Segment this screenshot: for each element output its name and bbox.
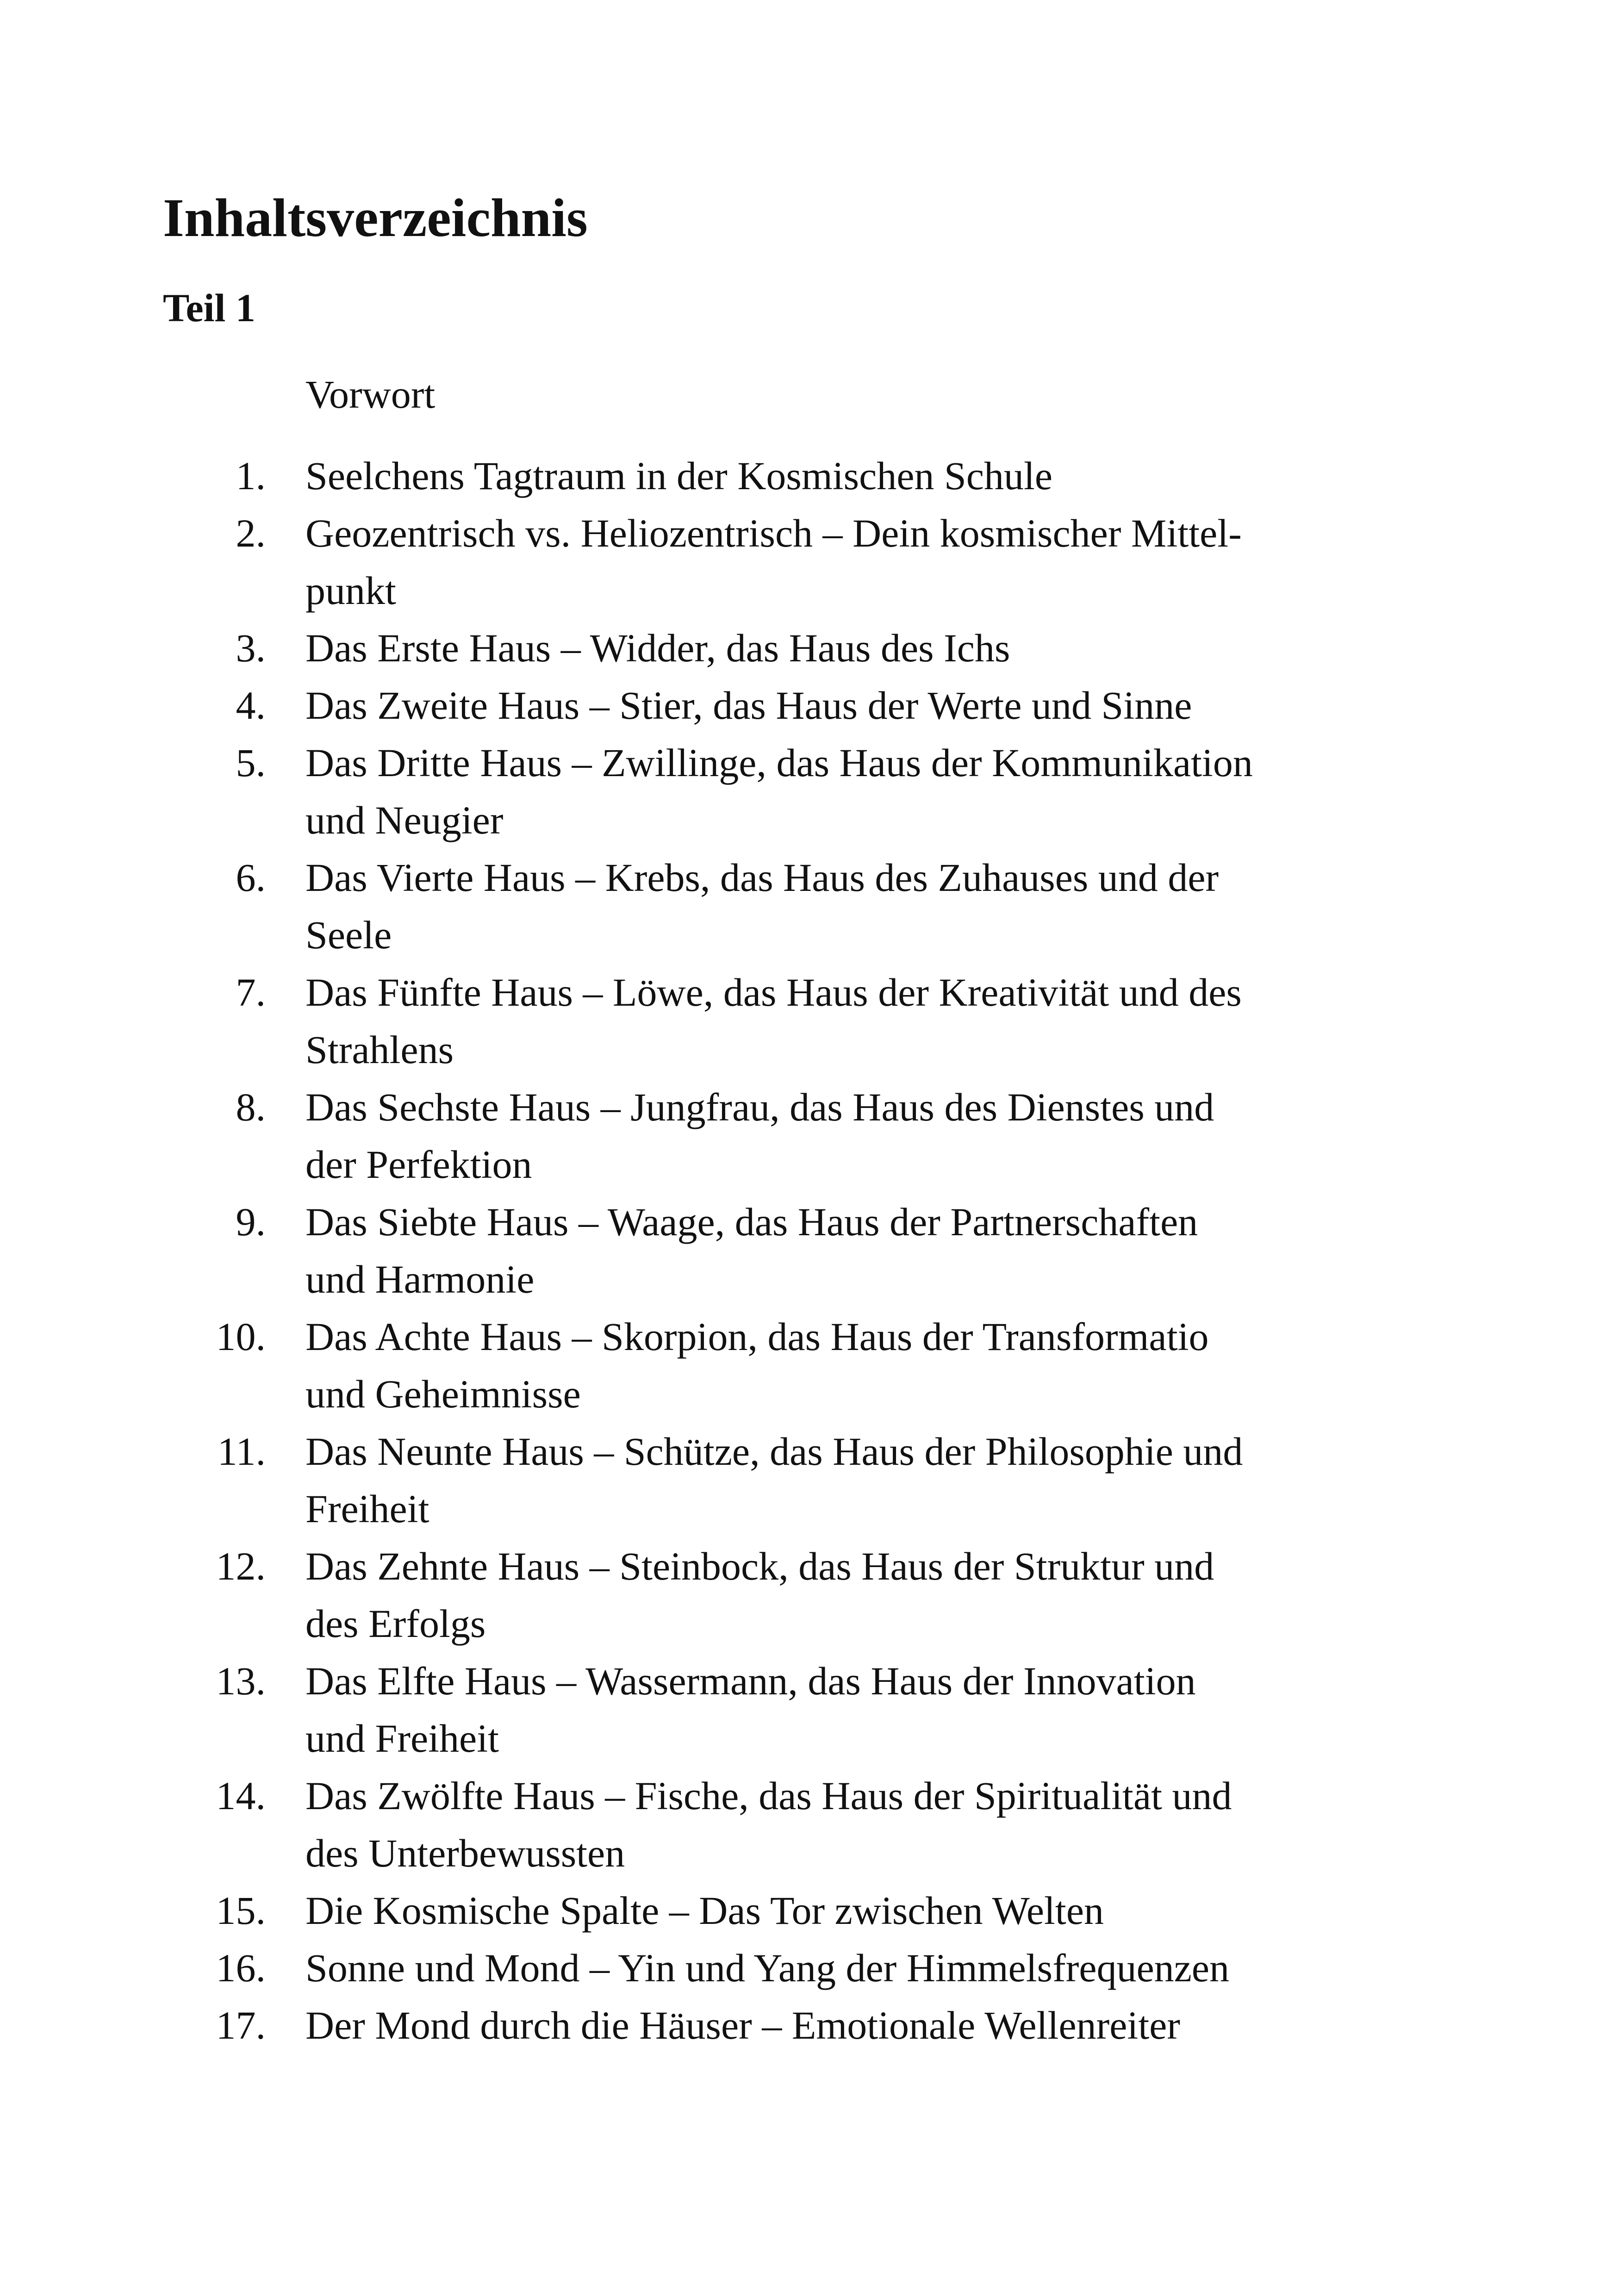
toc-entry-number: 8. [236,1085,266,1129]
toc-entry-title-line: und Geheimnisse [305,1372,581,1416]
toc-entry [163,734,1459,849]
toc-entry [163,447,1459,504]
page-title: Inhaltsverzeichnis [163,187,588,248]
toc-entry [163,1537,1459,1652]
toc-entry-title-line: Freiheit [305,1487,429,1531]
toc-entry [163,504,1459,619]
toc-entry [163,1423,1459,1537]
toc-entry-title-line: des Unterbewussten [305,1831,625,1875]
toc-entry [163,1078,1459,1193]
table-of-contents [163,366,1459,2054]
toc-entry-title-line: Das Erste Haus – Widder, das Haus des Ichs [305,626,1010,670]
toc-entry-number: 4. [236,683,266,728]
toc-entry-title-line: Das Neunte Haus – Schütze, das Haus der Philosophie und [305,1429,1243,1474]
toc-entry-title-line: Vorwort [305,372,436,417]
toc-entry-title-line: Geozentrisch vs. Heliozentrisch – Dein kosmischer Mittel- [305,511,1242,555]
toc-entry [163,1939,1459,1997]
toc-entry-title-line: Das Zwölfte Haus – Fische, das Haus der Spiritualität und [305,1773,1232,1818]
toc-entry-number: 14. [216,1773,266,1818]
toc-entry-title-line: Das Sechste Haus – Jungfrau, das Haus des Dienstes und [305,1085,1214,1129]
toc-entry-title-line: punkt [305,568,396,613]
toc-entry-title-line: Das Siebte Haus – Waage, das Haus der Partnerschaften [305,1200,1198,1244]
toc-entry-title-line: Strahlens [305,1027,454,1072]
toc-entry-title-line: Das Zehnte Haus – Steinbock, das Haus der Struktur und [305,1544,1214,1588]
toc-entry-number: 11. [217,1429,266,1474]
toc-entry-number: 9. [236,1200,266,1244]
toc-entry-number: 15. [216,1888,266,1933]
toc-entry-number: 7. [236,970,266,1014]
toc-entry-number: 10. [216,1314,266,1359]
toc-entry [163,619,1459,677]
toc-entry [163,1308,1459,1423]
toc-entry-title-line: und Freiheit [305,1716,499,1761]
toc-entry-number: 17. [216,2003,266,2047]
toc-entry-title-line: Das Vierte Haus – Krebs, das Haus des Zuhauses und der [305,855,1219,900]
part-heading: Teil 1 [163,286,255,330]
toc-entry-number: 5. [236,740,266,785]
toc-entry-title-line: Das Dritte Haus – Zwillinge, das Haus der Kommunikation [305,740,1253,785]
toc-entry-title-line: Das Zweite Haus – Stier, das Haus der Werte und Sinne [305,683,1192,728]
toc-entry-title-line: Seelchens Tagtraum in der Kosmischen Schule [305,454,1053,498]
toc-entry-title-line: Sonne und Mond – Yin und Yang der Himmelsfrequenzen [305,1946,1230,1990]
toc-entry-title-line: des Erfolgs [305,1601,486,1646]
toc-entry-title-line: Das Fünfte Haus – Löwe, das Haus der Kreativität und des [305,970,1242,1014]
toc-entry-title-line: und Neugier [305,798,504,842]
toc-entry-number: 12. [216,1544,266,1588]
toc-entry [163,1193,1459,1308]
toc-entry [163,1997,1459,2054]
toc-entry-number: 3. [236,626,266,670]
toc-entry-title-line: Das Achte Haus – Skorpion, das Haus der Transformatio [305,1314,1209,1359]
toc-entry-number: 13. [216,1659,266,1703]
toc-entry-number: 2. [236,511,266,555]
toc-entry-preface [163,366,1459,423]
toc-entry [163,849,1459,964]
toc-entry-title-line: und Harmonie [305,1257,535,1301]
toc-entry-number: 1. [236,454,266,498]
toc-entry-number: 6. [236,855,266,900]
toc-entry-title-line: Das Elfte Haus – Wassermann, das Haus der Innovation [305,1659,1196,1703]
toc-entry-title-line: der Perfektion [305,1142,532,1187]
toc-entry [163,1882,1459,1939]
toc-entry [163,1767,1459,1882]
toc-entry [163,1652,1459,1767]
toc-entry [163,677,1459,734]
toc-entry-number: 16. [216,1946,266,1990]
toc-entry-title-line: Der Mond durch die Häuser – Emotionale Wellenreiter [305,2003,1181,2047]
toc-entry [163,964,1459,1078]
toc-entry-title-line: Die Kosmische Spalte – Das Tor zwischen Welten [305,1888,1104,1933]
toc-entry-title-line: Seele [305,913,392,957]
